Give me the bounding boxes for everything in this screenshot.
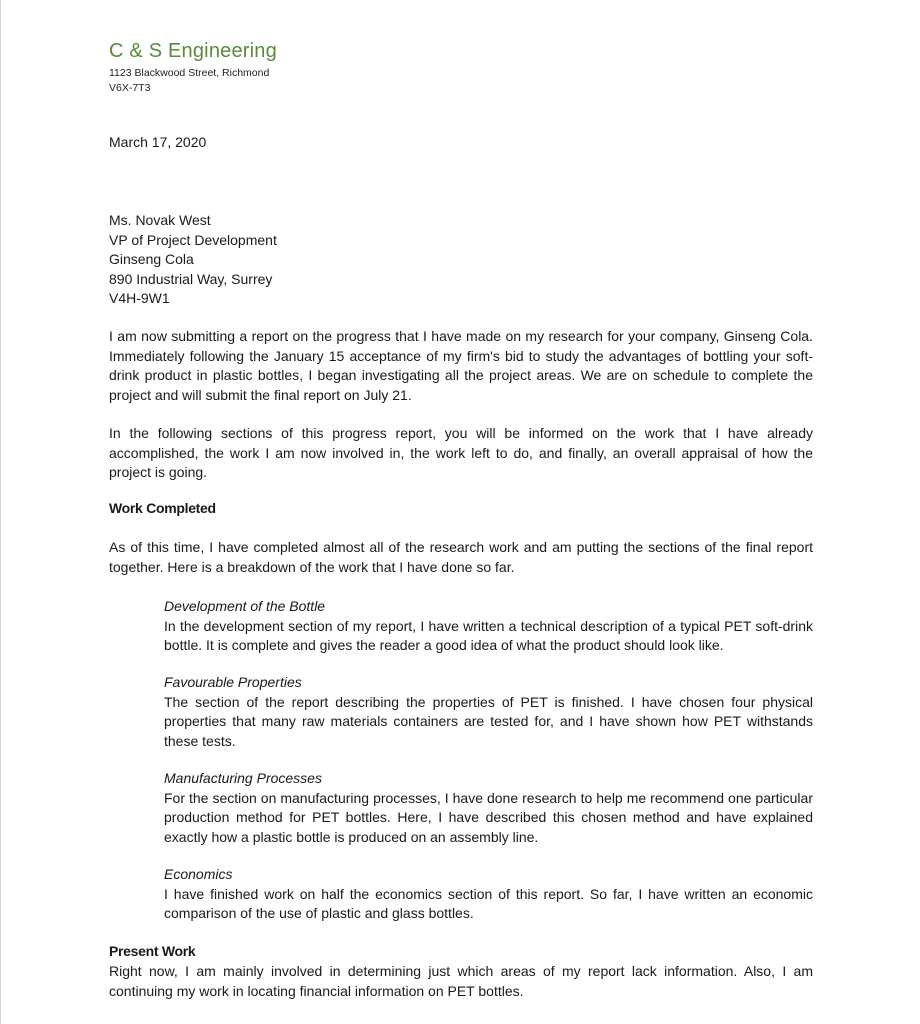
letter-date: March 17, 2020 <box>109 134 207 150</box>
work-item-text: In the development section of my report, I have written a technical description of a typical PET soft-drink bottle. It is complete and gives the reader a good idea of what the product should look like. <box>164 617 813 653</box>
work-item-title: Manufacturing Processes <box>164 770 322 786</box>
work-completed-intro: As of this time, I have completed almost all of the research work and am putting the sections of the final report together. Here is a breakdown of the work that I have done so far. <box>109 539 813 575</box>
present-work-heading: Present Work <box>109 943 196 959</box>
work-item <box>164 673 813 751</box>
recipient-title: VP of Project Development <box>109 231 277 248</box>
work-item-text: I have finished work on half the economics section of this report. So far, I have written an economic comparison of the use of plastic and glass bottles. <box>164 885 813 921</box>
recipient-block <box>109 211 277 309</box>
present-work-paragraph: Right now, I am mainly involved in determining just which areas of my report lack information. Also, I am continuing my work in locating financial information on PET bottles. <box>109 963 813 999</box>
recipient-postal: V4H-9W1 <box>109 290 170 306</box>
intro-paragraph: I am now submitting a report on the progress that I have made on my research for your company, Ginseng Cola. Immediately following the January 15 acceptance of my firm's bid to study the advantages of bottling your soft-drink product in plastic bottles, I began investigating all the project areas. We are on schedule to complete the project and will submit the final report on July 21. <box>109 328 813 403</box>
company-address-line2: V6X-7T3 <box>109 82 151 94</box>
work-item <box>164 865 813 924</box>
recipient-company: Ginseng Cola <box>109 251 194 267</box>
work-item-title: Economics <box>164 866 233 882</box>
work-item-title: Development of the Bottle <box>164 598 326 614</box>
work-item <box>164 769 813 847</box>
work-item-text: The section of the report describing the properties of PET is finished. I have chosen four physical properties that many raw materials containers are tested for, and I have shown how PET withstands these tests. <box>164 693 813 749</box>
work-completed-heading: Work Completed <box>109 500 216 516</box>
overview-paragraph: In the following sections of this progress report, you will be informed on the work that I have already accomplished, the work I am now involved in, the work left to do, and finally, an overall appraisal of how the project is going. <box>109 425 813 480</box>
work-item <box>164 597 813 656</box>
work-item-text: For the section on manufacturing processes, I have done research to help me recommend one particular production method for PET bottles. Here, I have described this chosen method and have explained exactly how a plastic bottle is produced on an assembly line. <box>164 789 813 845</box>
company-name: C & S Engineering <box>109 40 277 62</box>
work-item-title: Favourable Properties <box>164 674 302 690</box>
recipient-name: Ms. Novak West <box>109 212 211 228</box>
recipient-street: 890 Industrial Way, Surrey <box>109 270 273 287</box>
company-address-line1: 1123 Blackwood Street, Richmond <box>109 67 270 79</box>
